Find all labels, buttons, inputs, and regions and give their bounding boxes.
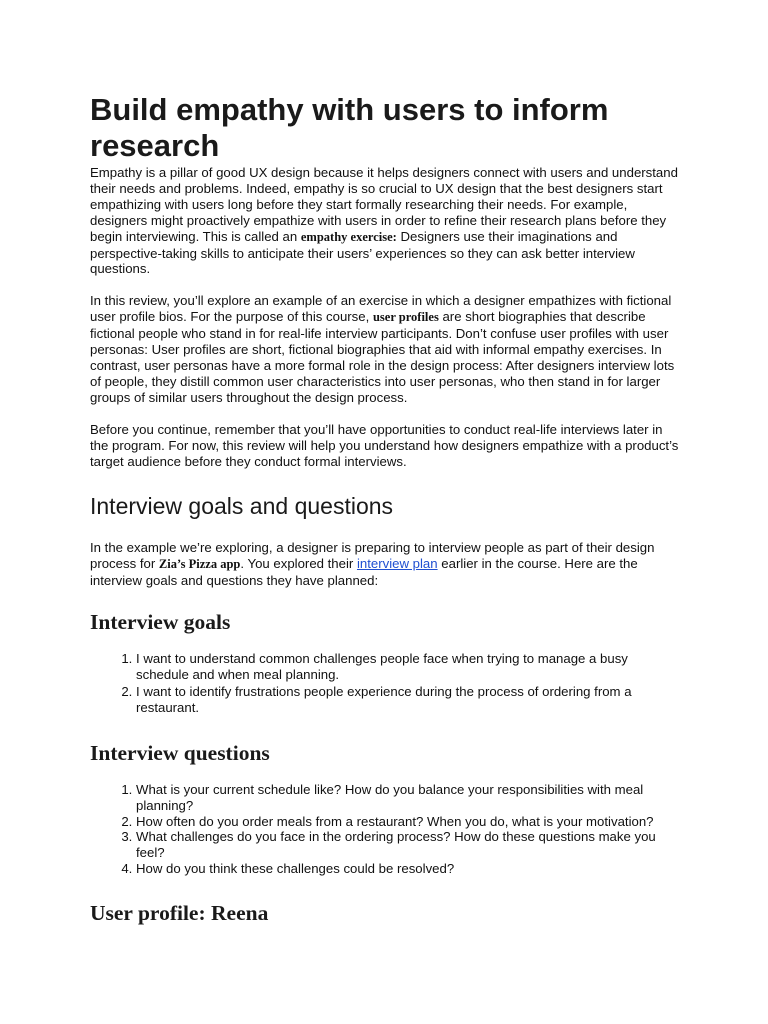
example-text-start: In the example we’re exploring, a designer is preparing to interview people as part of their design process for — [90, 540, 655, 572]
example-text-mid: . You explored their — [240, 556, 357, 572]
interview-plan-link[interactable]: interview plan — [356, 556, 438, 572]
section-heading-goals: Interview goals — [90, 610, 231, 635]
intro-paragraph — [90, 165, 680, 277]
list-item: 3. What challenges do you face in the ordering process? How do these questions make you feel? — [136, 829, 680, 861]
list-item: 2. How often do you order meals from a restaurant? When you do, what is your motivation? — [136, 814, 680, 830]
list-item: 4. How do you think these challenges could be resolved? — [136, 861, 680, 877]
section-heading-user-profile: User profile: Reena — [90, 901, 269, 926]
document-content — [90, 92, 680, 926]
user-profiles-term: user profiles — [372, 310, 439, 325]
questions-list — [90, 782, 680, 877]
list-item: 1. I want to understand common challenges people face when trying to manage a busy schedule and when meal planning. — [136, 651, 680, 683]
app-name: Zia’s Pizza app — [158, 557, 241, 572]
page-title: Build empathy with users to inform research — [90, 92, 609, 163]
empathy-exercise-term: empathy exercise: — [300, 229, 397, 244]
example-text-end: earlier in the course. Here are the interview goals and questions they have planned: — [90, 556, 638, 589]
section-heading-goals-questions: Interview goals and questions — [90, 493, 394, 520]
before-paragraph: Before you continue, remember that you’ll have opportunities to conduct real-life interviews later in the program. For now, this review will help you understand how designers empathize with a product’s target audience before they conduct formal interviews. — [90, 421, 679, 469]
intro-text-end: Designers use their imaginations and perspective-taking skills to anticipate their users’ experiences so they can ask better interview questions. — [90, 228, 635, 277]
example-paragraph — [90, 540, 680, 589]
list-item: 1. What is your current schedule like? How do you balance your responsibilities with meal planning? — [136, 782, 680, 814]
goals-list — [90, 651, 680, 716]
review-paragraph — [90, 293, 680, 405]
list-item: 2. I want to identify frustrations people experience during the process of ordering from a restaurant. — [136, 684, 680, 716]
intro-text-start: Empathy is a pillar of good UX design because it helps designers connect with users and understand their needs and problems. Indeed, empathy is so crucial to UX design that the best designers start empathizing with users long before they start formally researching their needs. For example, designers might proactively empathize with users in order to refine their research plans before they begin interviewing. This is called an — [90, 165, 678, 244]
review-text-start: In this review, you’ll explore an example of an exercise in which a designer empathizes with fictional user profile bios. For the purpose of this course, — [90, 293, 672, 325]
review-text-end: are short biographies that describe fictional people who stand in for real-life interview participants. Don’t confuse user profiles with user personas: User profiles are short, fictional biographies that aid with informal empathy exercises. In contrast, user personas have a more formal role in the design process: After designers interview lots of people, they distill common user characteristics into user personas, who then stand in for larger groups of similar users throughout the design process. — [90, 309, 675, 405]
section-heading-questions: Interview questions — [90, 740, 270, 765]
